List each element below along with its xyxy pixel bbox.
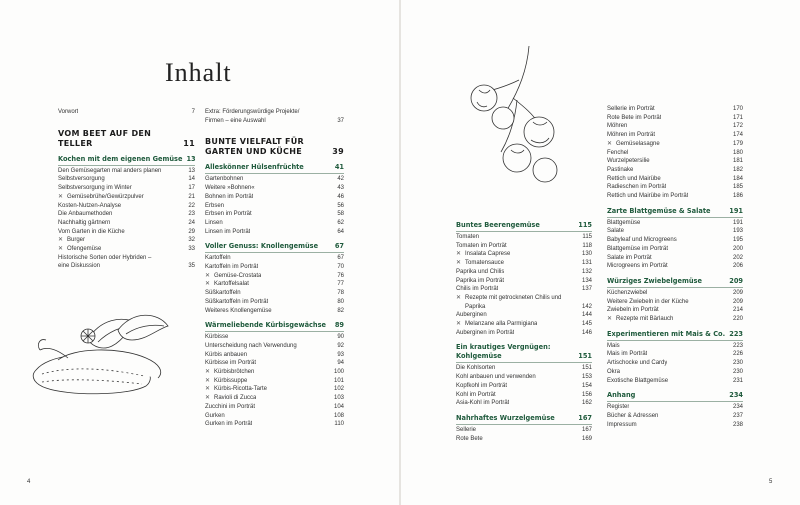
left-page [0,0,399,505]
recipe-entry[interactable]: ✕ Kürbissuppe 101 [205,377,344,386]
toc-section [205,321,344,429]
toc-entry[interactable]: Vom Garten in die Küche 29 [58,228,195,235]
toc-entry[interactable]: Sellerie im Porträt 170 [607,106,743,112]
toc-sections [205,163,344,429]
recipe-entry[interactable]: ✕ Gemüselasagne 179 [607,140,743,149]
toc-list [58,167,195,271]
toc-entry[interactable]: Tomaten 115 [456,234,592,240]
toc-sections [607,207,743,430]
toc-entry[interactable]: Salate im Porträt 202 [607,254,743,261]
recipe-entry[interactable]: ✕ Ravioli di Zucca 103 [205,394,344,403]
toc-entry[interactable]: Sellerie 167 [456,426,592,433]
toc-entry[interactable]: Register 234 [607,404,743,411]
section-heading[interactable]: Anhang 234 [607,391,743,402]
toc-entry[interactable]: Weitere »Bohnen« 43 [205,185,344,192]
toc-entry[interactable]: Den Gemüsegarten mal anders planen 13 [58,167,195,174]
toc-entry[interactable]: Zwiebeln im Porträt 214 [607,307,743,314]
toc-entry[interactable]: Mais im Porträt 226 [607,351,743,358]
toc-column-1 [58,108,195,271]
toc-section [205,163,344,236]
toc-entry[interactable]: Auberginen im Porträt 146 [456,329,592,336]
toc-entry[interactable]: Blattgemüse 191 [607,219,743,226]
toc-entry[interactable]: Kartoffeln im Porträt 70 [205,264,344,271]
toc-entry[interactable]: Süßkartoffeln 78 [205,290,344,297]
toc-entry[interactable]: Gurken im Porträt 110 [205,421,344,428]
toc-entry[interactable]: Nachhaltig gärtnern 24 [58,219,195,226]
toc-entry[interactable]: Paprika im Porträt 134 [456,277,592,284]
toc-entry[interactable]: Impressum 238 [607,421,743,428]
toc-entry[interactable]: Paprika und Chilis 132 [456,268,592,275]
page-number-right: 5 [769,479,773,485]
toc-entry[interactable]: Auberginen 144 [456,312,592,319]
recipe-entry[interactable]: ✕ Ofengemüse 33 [58,245,195,254]
section-heading[interactable]: Buntes Beerengemüse 115 [456,221,592,232]
toc-entry[interactable]: Kürbis anbauen 93 [205,351,344,358]
toc-entry[interactable]: Artischocke und Cardy 230 [607,360,743,367]
toc-entry[interactable]: Die Kohlsorten 151 [456,365,592,372]
toc-entry[interactable]: Historische Sorten oder Hybriden – eine Diskussion 35 [58,254,195,270]
toc-entry[interactable]: Tomaten im Porträt 118 [456,242,592,249]
toc-sections [456,221,592,443]
toc-entry[interactable]: Exotische Blattgemüse 231 [607,377,743,384]
toc-entry[interactable]: Rote Bete im Porträt 171 [607,114,743,121]
toc-column-4 [607,105,743,429]
toc-entry[interactable]: Möhren im Porträt 174 [607,132,743,139]
toc-entry[interactable]: Gurken 108 [205,412,344,419]
toc-entry[interactable]: Blattgemüse im Porträt 200 [607,245,743,252]
recipe-entry[interactable]: ✕ Kartoffelsalat 77 [205,280,344,289]
section-heading[interactable]: Ein krautiges Vergnügen: Kohlgemüse 151 [456,343,592,363]
toc-section [607,330,743,386]
toc-entry[interactable]: Erbsen 56 [205,202,344,209]
toc-entry[interactable]: Rettich und Mairübe im Porträt 186 [607,193,743,200]
toc-entry[interactable]: Wurzelpetersilie 181 [607,158,743,165]
toc-column-3 [456,215,592,443]
toc-section [205,242,344,315]
toc-entry[interactable]: Kopfkohl im Porträt 154 [456,382,592,389]
recipe-entry[interactable]: ✕ Gemüsebrühe/Gewürzpulver 21 [58,193,195,202]
recipe-entry[interactable]: ✕ Kürbisbrötchen 100 [205,368,344,377]
section-heading[interactable]: Zarte Blattgemüse & Salate 191 [607,207,743,218]
toc-entry[interactable]: Mais 223 [607,342,743,349]
recipe-entry[interactable]: ✕ Burger 32 [58,236,195,245]
chapter-heading-2[interactable]: BUNTE VIELFALT FÜR GARTEN UND KÜCHE 39 [205,137,344,157]
section-heading[interactable]: Würziges Zwiebelgemüse 209 [607,277,743,288]
toc-section [607,391,743,429]
recipe-entry[interactable]: ✕ Gemüse-Crostata 76 [205,272,344,281]
toc-entry[interactable]: Bücher & Adressen 237 [607,412,743,419]
chapter-heading-1[interactable]: VOM BEET AUF DEN TELLER 11 [58,128,195,148]
recipe-entry[interactable]: ✕ Tomatensauce 131 [456,259,592,268]
toc-entry[interactable]: Chilis im Porträt 137 [456,286,592,293]
toc-entry[interactable]: Asia-Kohl im Porträt 162 [456,400,592,407]
recipe-entry[interactable]: ✕ Rezepte mit getrockneten Chilis und Paprika 142 [456,294,592,311]
toc-entry[interactable]: Die Anbaumethoden 23 [58,211,195,218]
page-number-left: 4 [27,479,31,485]
toc-entry-extra[interactable]: Extra: Förderungswürdige Projekte/ Firmen – eine Auswahl 37 [205,109,344,124]
recipe-entry[interactable]: ✕ Melanzane alla Parmigiana 145 [456,320,592,329]
toc-entry[interactable]: Kohl im Porträt 156 [456,391,592,398]
recipe-entry[interactable]: ✕ Rezepte mit Bärlauch 220 [607,315,743,324]
toc-entry[interactable]: Linsen im Porträt 64 [205,228,344,235]
toc-entry[interactable]: Weiteres Knollengemüse 82 [205,307,344,314]
toc-entry[interactable]: Möhren 172 [607,123,743,130]
toc-entry[interactable]: Kohl anbauen und verwenden 153 [456,374,592,381]
toc-entry[interactable]: Fenchel 180 [607,149,743,156]
toc-entry[interactable]: Kosten-Nutzen-Analyse 22 [58,202,195,209]
toc-entry[interactable]: Radieschen im Porträt 185 [607,184,743,191]
section-heading[interactable]: Wärmeliebende Kürbisgewächse 89 [205,321,344,332]
toc-entry[interactable]: Süßkartoffeln im Porträt 80 [205,298,344,305]
toc-entry[interactable]: Selbstversorgung im Winter 17 [58,185,195,192]
section-heading[interactable]: Alleskönner Hülsenfrüchte 41 [205,163,344,174]
toc-section [456,221,592,337]
toc-entry[interactable]: Gartenbohnen 42 [205,176,344,183]
toc-entry[interactable]: Erbsen im Porträt 58 [205,211,344,218]
toc-entry[interactable]: Zucchini im Porträt 104 [205,403,344,410]
toc-entry[interactable]: Unterscheidung nach Verwendung 92 [205,342,344,349]
section-heading[interactable]: Voller Genuss: Knollengemüse 67 [205,242,344,253]
section-heading-kochen[interactable]: Kochen mit dem eigenen Gemüse 13 [58,155,195,166]
toc-entry[interactable]: Bohnen im Porträt 46 [205,193,344,200]
toc-entry[interactable]: Kürbisse im Porträt 94 [205,360,344,367]
toc-entry[interactable]: Babyleaf und Microgreens 195 [607,237,743,244]
toc-entry[interactable]: Weitere Zwiebeln in der Küche 209 [607,298,743,305]
toc-entry-vorwort[interactable]: Vorwort 7 [58,109,195,115]
cucumber-illustration [28,300,178,410]
section-heading[interactable]: Nahrhaftes Wurzelgemüse 167 [456,414,592,425]
toc-entry[interactable]: Rettich und Mairübe 184 [607,175,743,182]
recipe-entry[interactable]: ✕ Kürbis-Ricotta-Tarte 102 [205,385,344,394]
recipe-entry[interactable]: ✕ Insalata Caprese 130 [456,250,592,259]
toc-section [456,414,592,443]
toc-list [607,105,743,201]
toc-entry[interactable]: Microgreens im Porträt 206 [607,263,743,270]
toc-section [456,343,592,408]
toc-entry[interactable]: Rote Bete 169 [456,435,592,442]
toc-section [607,277,743,324]
toc-column-2 [205,108,344,429]
page-title: Inhalt [165,58,232,87]
right-page [401,0,800,505]
toc-entry[interactable]: Kartoffeln 67 [205,255,344,262]
section-heading[interactable]: Experimentieren mit Mais & Co. 223 [607,330,743,341]
tomato-illustration [457,40,567,200]
toc-entry[interactable]: Kürbisse 90 [205,334,344,341]
toc-entry[interactable]: Linsen 62 [205,219,344,226]
toc-entry[interactable]: Salate 193 [607,228,743,235]
toc-section [607,207,743,271]
toc-entry[interactable]: Küchenzwiebel 209 [607,289,743,296]
toc-entry[interactable]: Selbstversorgung 14 [58,176,195,183]
toc-entry[interactable]: Pastinake 182 [607,166,743,173]
toc-entry[interactable]: Okra 230 [607,368,743,375]
